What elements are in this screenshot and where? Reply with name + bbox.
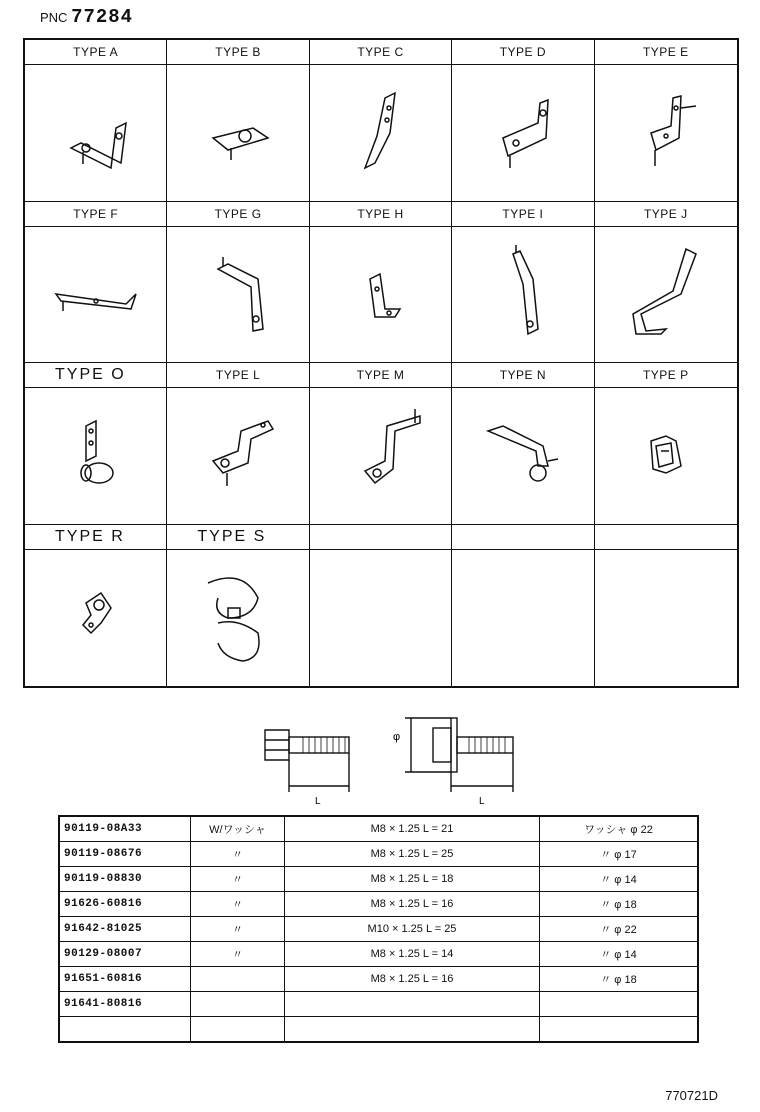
part-number: 90119-08A33 [59, 816, 191, 842]
thread-spec [285, 1017, 540, 1043]
empty-label [595, 525, 737, 550]
type-label: TYPE N [452, 363, 593, 388]
type-label: TYPE P [595, 363, 737, 388]
bracket-type-h-icon [325, 239, 435, 349]
part-number: 91642-81025 [59, 917, 191, 942]
thread-spec: M8 × 1.25 L = 25 [285, 842, 540, 867]
type-cell [25, 40, 167, 202]
type-cell [167, 40, 309, 202]
empty-label [310, 525, 451, 550]
part-number [59, 1017, 191, 1043]
thread-spec: M8 × 1.25 L = 16 [285, 892, 540, 917]
bracket-type-d-icon [468, 78, 578, 188]
washer-diameter: 〃 φ 18 [540, 892, 699, 917]
washer-note: 〃 [191, 942, 285, 967]
type-label: TYPE O [25, 363, 166, 388]
type-label: TYPE R [25, 525, 166, 550]
washer-diameter: 〃 φ 14 [540, 942, 699, 967]
part-number: 90119-08676 [59, 842, 191, 867]
type-label: TYPE E [595, 40, 737, 65]
part-number: 90119-08830 [59, 867, 191, 892]
part-number: 91626-60816 [59, 892, 191, 917]
pnc-prefix: PNC [40, 10, 68, 25]
type-label: TYPE B [167, 40, 308, 65]
parts-row [59, 867, 698, 892]
type-cell [310, 40, 452, 202]
empty-cell [595, 525, 737, 687]
bolt-length-label-2: L [479, 796, 485, 807]
bracket-type-f-icon [41, 239, 151, 349]
thread-spec: M8 × 1.25 L = 18 [285, 867, 540, 892]
type-cell [25, 363, 167, 525]
washer-note: 〃 [191, 867, 285, 892]
type-cell [167, 202, 309, 364]
parts-row [59, 967, 698, 992]
bracket-type-c-icon [325, 78, 435, 188]
washer-diameter [540, 992, 699, 1017]
bracket-type-m-icon [325, 401, 435, 511]
bracket-type-b-icon [183, 78, 293, 188]
part-number: 90129-08007 [59, 942, 191, 967]
parts-row [59, 992, 698, 1017]
type-label: TYPE I [452, 202, 593, 227]
drawing-code: 770721D [665, 1088, 718, 1103]
type-cell [595, 40, 737, 202]
clamp-type-o-icon [41, 401, 151, 511]
pnc-number: 77284 [71, 6, 134, 28]
parts-row [59, 892, 698, 917]
type-cell [310, 202, 452, 364]
bracket-type-j-icon [611, 239, 721, 349]
bracket-type-l-icon [183, 401, 293, 511]
bolt-dimension-diagram [255, 712, 535, 807]
type-label: TYPE J [595, 202, 737, 227]
clamp-type-r-icon [41, 563, 151, 673]
washer-diameter: 〃 φ 18 [540, 967, 699, 992]
washer-diameter: ワッシャ φ 22 [540, 816, 699, 842]
type-label: TYPE A [25, 40, 166, 65]
part-number: 91641-80816 [59, 992, 191, 1017]
parts-row [59, 917, 698, 942]
washer-note [191, 992, 285, 1017]
type-cell [452, 202, 594, 364]
washer-diameter: 〃 φ 14 [540, 867, 699, 892]
parts-table [58, 815, 699, 1043]
clip-type-p-icon [611, 401, 721, 511]
bracket-type-g-icon [183, 239, 293, 349]
bolt-diameter-label: φ [393, 731, 401, 743]
bracket-type-n-icon [468, 401, 578, 511]
type-label: TYPE D [452, 40, 593, 65]
type-cell [452, 363, 594, 525]
type-label: TYPE M [310, 363, 451, 388]
thread-spec: M8 × 1.25 L = 16 [285, 967, 540, 992]
bracket-type-i-icon [468, 239, 578, 349]
type-cell [25, 202, 167, 364]
pnc-header [40, 6, 133, 28]
thread-spec: M10 × 1.25 L = 25 [285, 917, 540, 942]
parts-row [59, 842, 698, 867]
parts-row [59, 942, 698, 967]
washer-note: W/ワッシャ [191, 816, 285, 842]
type-cell [167, 363, 309, 525]
type-cell [452, 40, 594, 202]
type-label: TYPE C [310, 40, 451, 65]
type-label: TYPE L [167, 363, 308, 388]
type-label: TYPE S [167, 525, 308, 550]
parts-row [59, 1017, 698, 1043]
washer-note: 〃 [191, 892, 285, 917]
type-label: TYPE F [25, 202, 166, 227]
washer-note: 〃 [191, 842, 285, 867]
empty-label [452, 525, 593, 550]
bolt-length-label-1: L [315, 796, 321, 807]
type-label: TYPE H [310, 202, 451, 227]
washer-note: 〃 [191, 917, 285, 942]
washer-diameter: 〃 φ 22 [540, 917, 699, 942]
thread-spec: M8 × 1.25 L = 14 [285, 942, 540, 967]
part-number: 91651-60816 [59, 967, 191, 992]
type-grid [23, 38, 739, 688]
empty-cell [452, 525, 594, 687]
thread-spec: M8 × 1.25 L = 21 [285, 816, 540, 842]
washer-diameter: 〃 φ 17 [540, 842, 699, 867]
type-cell [167, 525, 309, 687]
type-cell [595, 202, 737, 364]
type-label: TYPE G [167, 202, 308, 227]
bracket-type-e-icon [611, 78, 721, 188]
parts-row [59, 816, 698, 842]
washer-diameter [540, 1017, 699, 1043]
type-cell [310, 363, 452, 525]
washer-note [191, 1017, 285, 1043]
washer-note [191, 967, 285, 992]
empty-cell [310, 525, 452, 687]
thread-spec [285, 992, 540, 1017]
bracket-type-a-icon [41, 78, 151, 188]
type-cell [595, 363, 737, 525]
clamp-type-s-icon [183, 563, 293, 673]
type-cell [25, 525, 167, 687]
